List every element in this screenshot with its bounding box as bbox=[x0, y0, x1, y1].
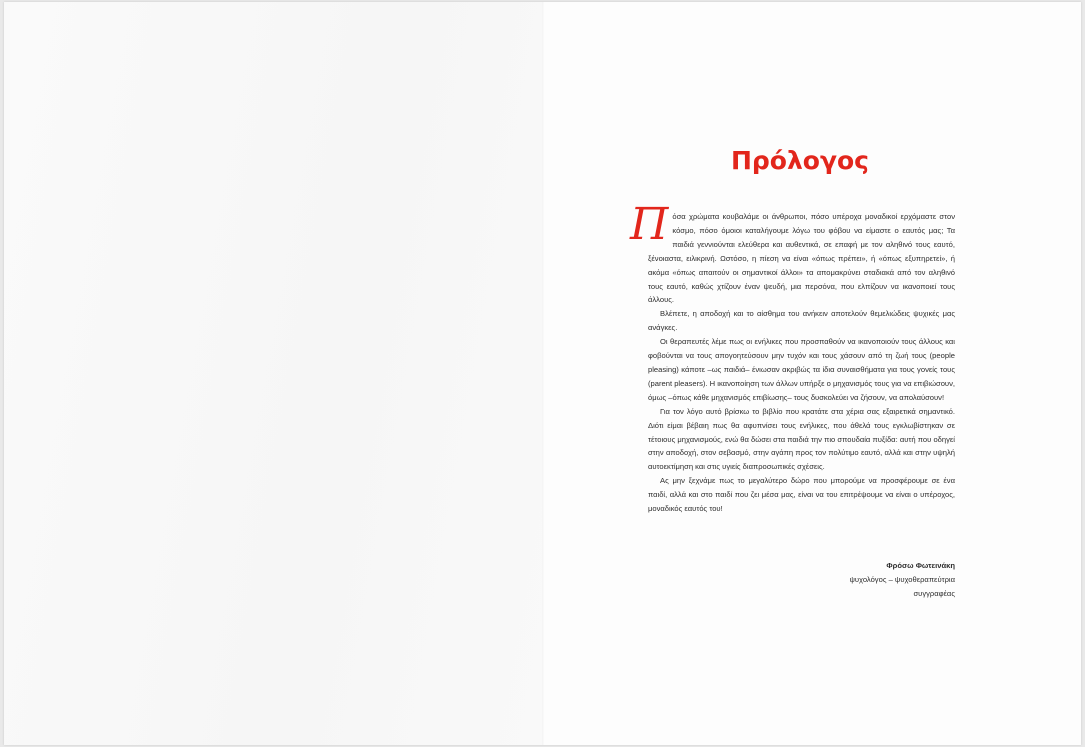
paragraph-2: Βλέπετε, η αποδοχή και το αίσθημα του ανήκειν αποτελούν θεμελιώδεις ψυχικές μας ανάγκες. bbox=[648, 309, 955, 333]
page-title: Πρόλογος bbox=[730, 146, 869, 175]
paragraph-3: Οι θεραπευτές λέμε πως οι ενήλικες που προσπαθούν να ικανοποιούν τους άλλους και φοβούνται να τους απογοητεύσουν μην τυχόν και τους χάσουν από τη ζωή τους (people pleasing) κάποτε –ως παιδιά– ένιωσαν ακριβώς τα ίδια συναισθήματα για τους γονείς τους (parent pleasers). Η ικανοποίηση των άλλων υπήρξε ο μηχανισμός τους για να επιβιώσουν, όμως –όπως κάθε μηχανισμός επιβίωσης– τους δυσκολεύει να ζήσουν, να απολαύσουν! bbox=[648, 337, 955, 402]
paragraph-4: Για τον λόγο αυτό βρίσκω το βιβλίο που κρατάτε στα χέρια σας εξαιρετικά σημαντικό. Διότι είμαι βέβαιη πως θα αφυπνίσει τους ενήλικες, που άθελά τους εγκλωβίστηκαν σε τέτοιους μηχανισμούς, ενώ θα δώσει στα παιδιά την πιο σπουδαία πυξίδα: αυτή που οδηγεί στην αποδοχή, στον σεβασμό, στην αγάπη προς τον πολύτιμο εαυτό, αλλά και στην υψηλή αυτοεκτίμηση και στις υγιείς διαπροσωπικές σχέσεις. bbox=[648, 406, 955, 472]
signature-block bbox=[760, 559, 955, 601]
paragraph-1-text: όσα χρώματα κουβαλάμε οι άνθρωποι, πόσο υπέροχα μοναδικοί ερχόμαστε στον κόσμο, πόσο όμοιοι καταλήγουμε λόγω του φόβου να είμαστε ο εαυτός μας; Τα παιδιά γεννιούνται ελεύθερα και αυθεντικά, σε επαφή με τον αληθινό τους εαυτό, ξένοιαστα, ειλικρινή. Ωστόσο, η πίεση να είναι «όπως πρέπει», ή «όπως εξυπηρετεί», ή ακόμα «όπως απαιτούν οι σημαντικοί άλλοι» τα απομακρύνει σταδιακά από τον αληθινό τους εαυτό, καθώς χτίζουν έναν ψευδή, μια περσόνα, που ελπίζουν να ικανοποιεί τους άλλους. bbox=[648, 212, 955, 305]
author-name: Φρόσω Φωτεινάκη bbox=[886, 561, 955, 570]
paragraph-5: Ας μην ξεχνάμε πως το μεγαλύτερο δώρο που μπορούμε να προσφέρουμε σε ένα παιδί, αλλά και στο παιδί που ζει μέσα μας, είναι να του επιτρέψουμε να είναι ο υπέροχος, μοναδικός εαυτός του! bbox=[648, 476, 955, 514]
author-role-2: συγγραφέας bbox=[913, 588, 955, 598]
left-page bbox=[4, 2, 542, 745]
paragraph-1 bbox=[630, 199, 955, 307]
drop-cap: Π bbox=[630, 199, 669, 250]
prologue-text bbox=[630, 199, 955, 516]
author-role: ψυχολόγος – ψυχοθεραπεύτρια bbox=[849, 574, 955, 584]
